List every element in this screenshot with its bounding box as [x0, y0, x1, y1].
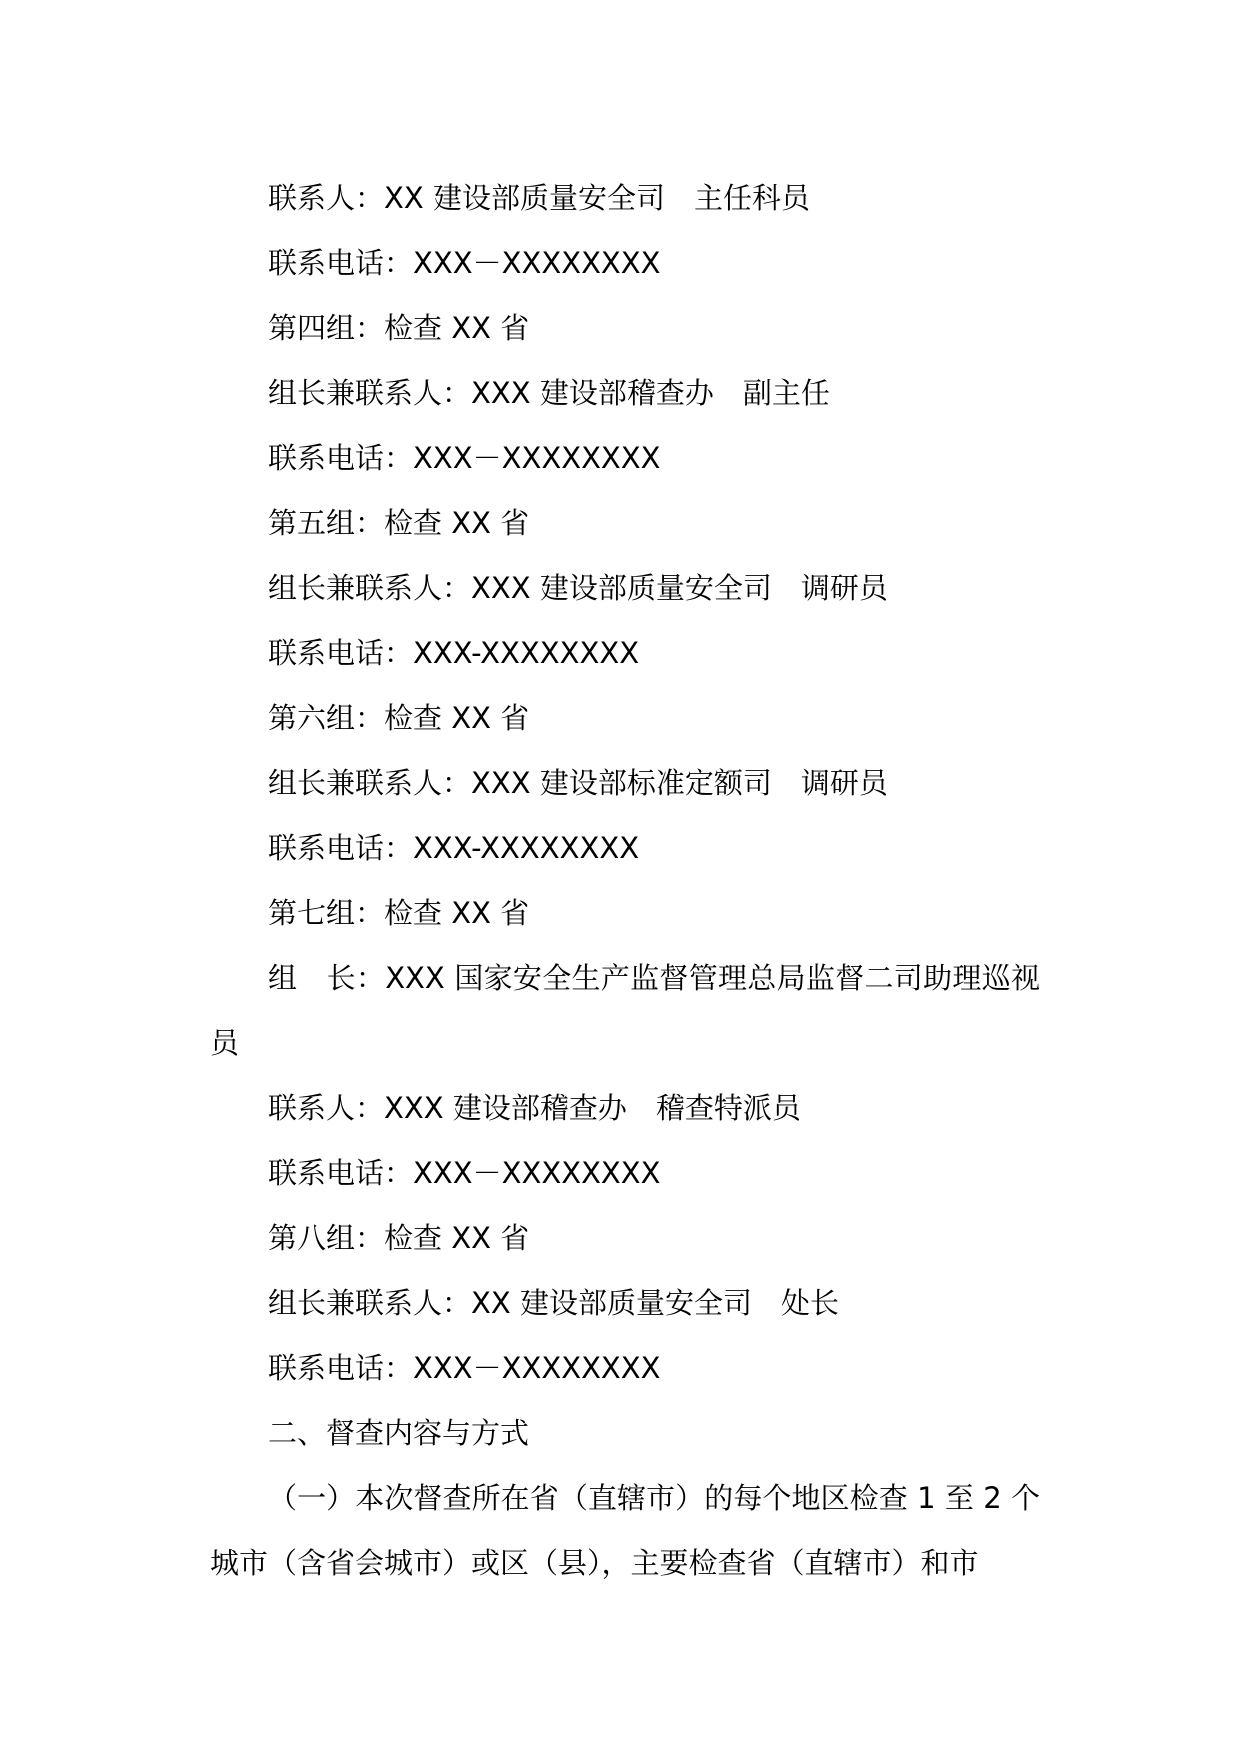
contact-phone-line: 联系电话：XXX－XXXXXXXX: [268, 1351, 661, 1385]
contact-phone-line: 联系电话：XXX-XXXXXXXX: [268, 636, 640, 670]
group-four-heading: 第四组：检查 XX 省: [268, 311, 530, 345]
contact-phone-line: 联系电话：XXX－XXXXXXXX: [268, 441, 661, 475]
document-body: [210, 166, 1040, 1596]
contact-phone-line: 联系电话：XXX－XXXXXXXX: [268, 246, 661, 280]
group-seven-heading: 第七组：检查 XX 省: [268, 896, 530, 930]
contact-person-line: 联系人：XXX 建设部稽查办 稽查特派员: [268, 1091, 801, 1125]
section-heading: 二、督查内容与方式: [268, 1416, 530, 1450]
group-five-heading: 第五组：检查 XX 省: [268, 506, 530, 540]
group-six-heading: 第六组：检查 XX 省: [268, 701, 530, 735]
contact-phone-line: 联系电话：XXX-XXXXXXXX: [268, 831, 640, 865]
contact-person-line: 联系人：XX 建设部质量安全司 主任科员: [268, 181, 810, 215]
group-eight-heading: 第八组：检查 XX 省: [268, 1221, 530, 1255]
body-paragraph: （一）本次督查所在省（直辖市）的每个地区检查 1 至 2 个城市（含省会城市）或区（县），主要检查省（直辖市）和市: [210, 1481, 1040, 1580]
group-leader-line: 组 长：XXX 国家安全生产监督管理总局监督二司助理巡视员: [210, 961, 1040, 1060]
group-leader-line: 组长兼联系人：XXX 建设部标准定额司 调研员: [268, 766, 888, 800]
group-leader-line: 组长兼联系人：XXX 建设部质量安全司 调研员: [268, 571, 888, 605]
group-leader-line: 组长兼联系人：XXX 建设部稽查办 副主任: [268, 376, 830, 410]
contact-phone-line: 联系电话：XXX－XXXXXXXX: [268, 1156, 661, 1190]
group-leader-line: 组长兼联系人：XX 建设部质量安全司 处长: [268, 1286, 839, 1320]
